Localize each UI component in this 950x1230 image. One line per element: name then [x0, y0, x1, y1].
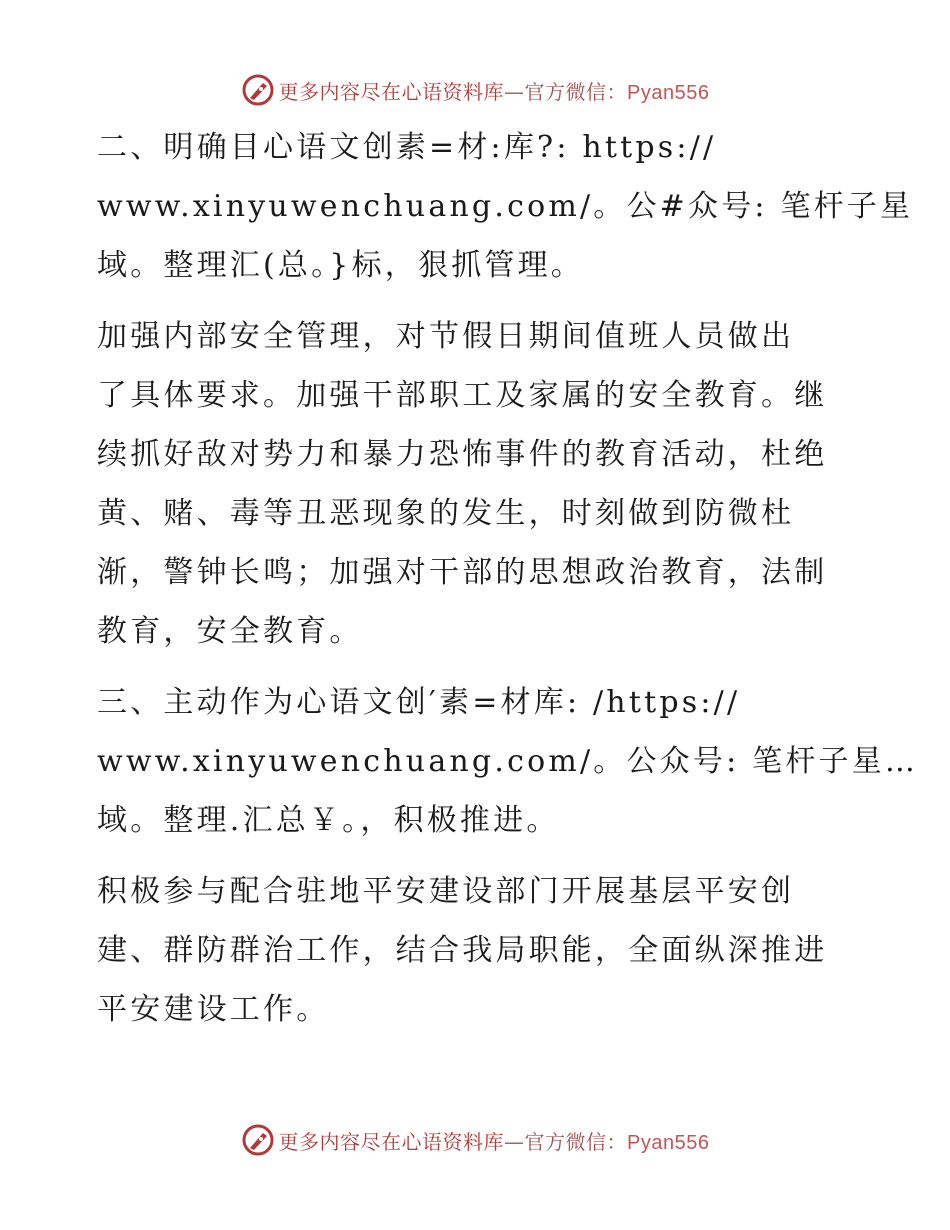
paragraph-2 — [97, 307, 857, 661]
footer-banner — [0, 1120, 950, 1160]
text-line: 二、明确目心语文创素=材:库?: https:// — [97, 130, 717, 165]
banner-wechat-id: Pyan556 — [627, 1131, 710, 1154]
banner-wechat-label: 官方微信： — [524, 79, 628, 104]
text-line: www.xinyuwenchuang.com/。公众号: 笔杆子星… — [97, 744, 919, 779]
banner-main-text: 更多内容尽在心语资料库 — [278, 1129, 505, 1154]
paragraph-3 — [97, 673, 919, 850]
text-line: 续抓好敌对势力和暴力恐怖事件的教育活动，杜绝 — [97, 437, 828, 472]
banner-wechat-label: 官方微信： — [524, 1129, 628, 1154]
text-line: www.xinyuwenchuang.com/。公#众号: 笔杆子星 — [97, 189, 914, 224]
banner-wechat-id: Pyan556 — [627, 81, 710, 104]
text-line: 黄、赌、毒等丑恶现象的发生，时刻做到防微杜 — [97, 496, 795, 531]
text-line: 积极参与配合驻地平安建设部门开展基层平安创 — [97, 874, 795, 909]
banner-separator: — — [504, 79, 525, 104]
paragraph-4 — [97, 862, 857, 1039]
paragraph-1 — [97, 118, 914, 295]
text-line: 三、主动作为心语文创′素=材库: /https:// — [97, 685, 741, 720]
text-line: 了具体要求。加强干部职工及家属的安全教育。继 — [97, 378, 828, 413]
banner-main-text: 更多内容尽在心语资料库 — [278, 79, 505, 104]
banner-text — [279, 1126, 710, 1155]
pen-logo-icon — [241, 1123, 275, 1157]
banner-text — [279, 76, 710, 105]
pen-logo-icon — [241, 73, 275, 107]
text-line: 域。整理汇(总。}标，狠抓管理。 — [97, 248, 584, 283]
text-line: 平安建设工作。 — [97, 992, 330, 1027]
header-banner — [0, 70, 950, 110]
banner-separator: — — [504, 1129, 525, 1154]
text-line: 渐，警钟长鸣；加强对干部的思想政治教育，法制 — [97, 555, 828, 590]
text-line: 域。整理.汇总￥。，积极推进。 — [97, 803, 560, 838]
text-line: 建、群防群治工作，结合我局职能，全面纵深推进 — [97, 933, 828, 968]
text-line: 加强内部安全管理，对节假日期间值班人员做出 — [97, 319, 795, 354]
document-body — [97, 118, 919, 1051]
text-line: 教育，安全教育。 — [97, 614, 363, 649]
